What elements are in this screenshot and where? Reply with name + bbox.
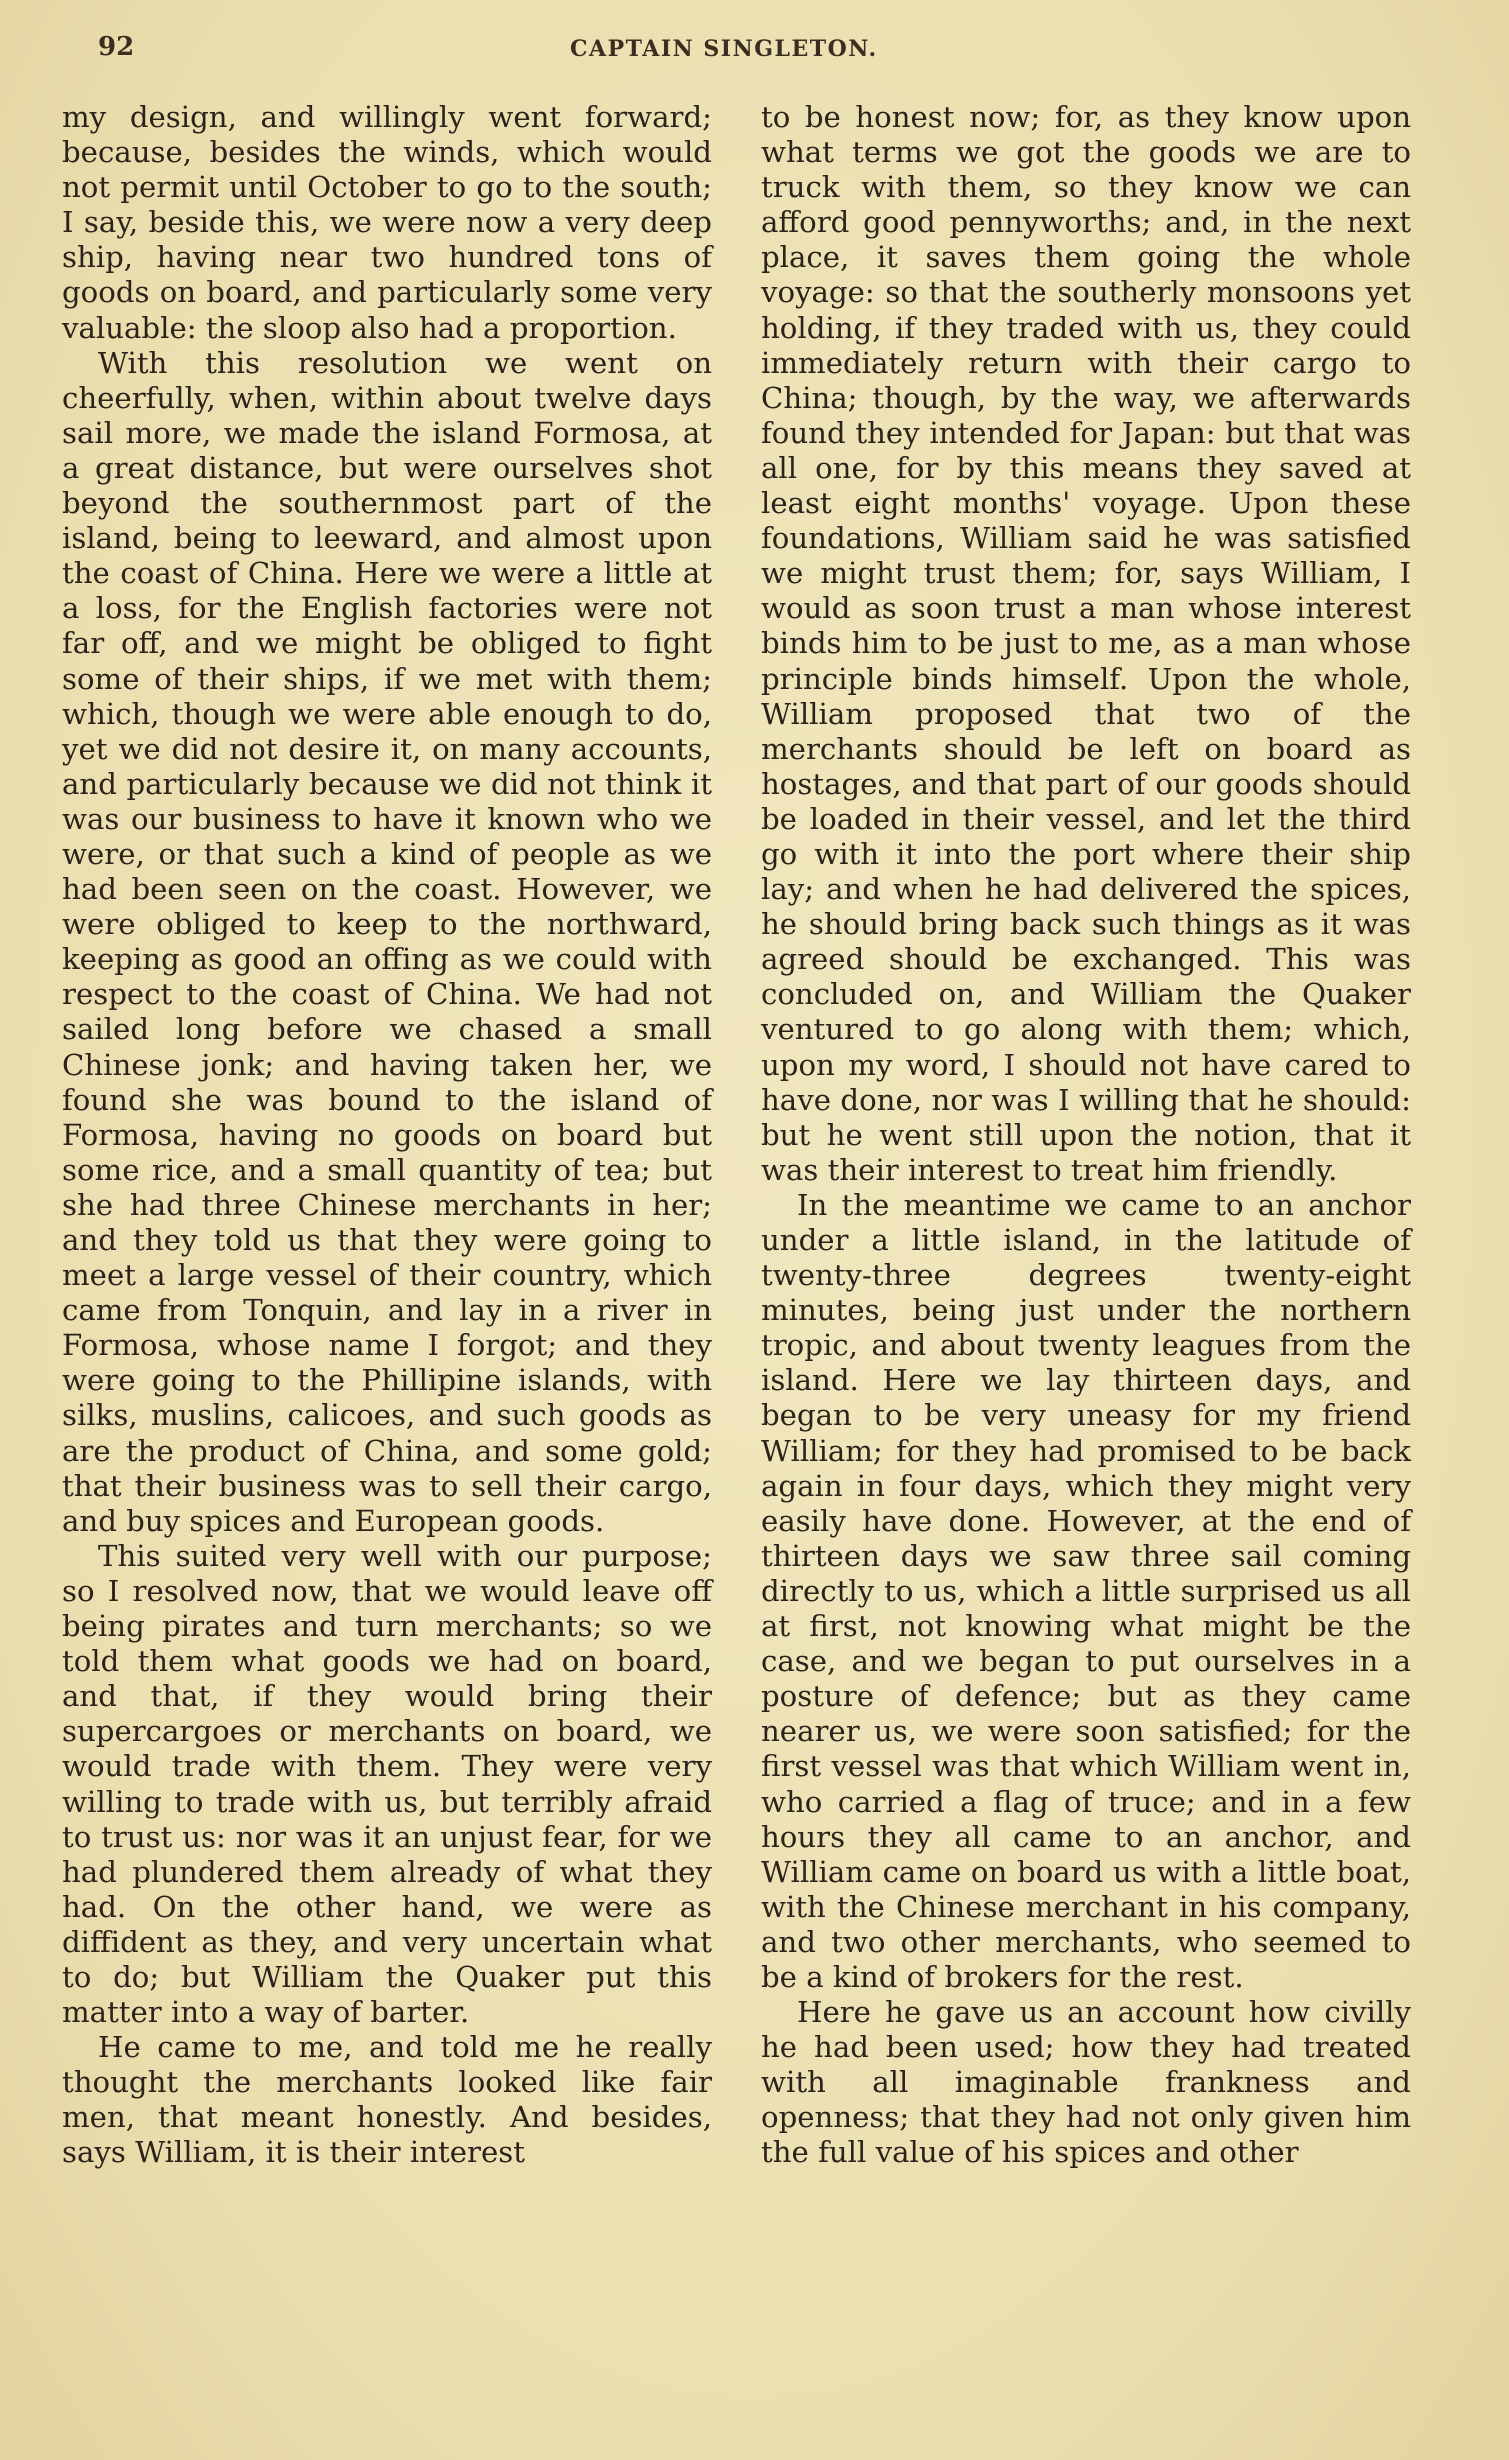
page-number: 92 [98, 32, 135, 62]
paragraph: He came to me, and told me he really thought the merchants looked like fair men, that meant honestly. And besides, says William, it is their interest [62, 2030, 712, 2170]
left-column [62, 100, 712, 2171]
paragraph: to be honest now; for, as they know upon what terms we got the goods we are to truck with them, so they know we can afford good pennyworths; and, in the next place, it saves them going the whole voyage: so that the southerly monsoons yet holding, if they traded with us, they could immediately return with their cargo to China; though, by the way, we afterwards found they intended for Japan: but that was all one, for by this means they saved at least eight months' voyage. Upon these foundations, William said he was satisfied we might trust them; for, says William, I would as soon trust a man whose interest binds him to be just to me, as a man whose principle binds himself. Upon the whole, William proposed that two of the merchants should be left on board as hostages, and that part of our goods should be loaded in their vessel, and let the third go with it into the port where their ship lay; and when he had delivered the spices, he should bring back such things as it was agreed should be exchanged. This was concluded on, and William the Quaker ventured to go along with them; which, upon my word, I should not have cared to have done, nor was I willing that he should: but he went still upon the notion, that it was their interest to treat him friendly. [761, 100, 1411, 1187]
paragraph: my design, and willingly went forward; because, besides the winds, which would not permit until October to go to the south; I say, beside this, we were now a very deep ship, having near two hundred tons of goods on board, and particularly some very valuable: the sloop also had a proportion. [62, 100, 712, 345]
page-header [70, 30, 1430, 70]
paragraph: Here he gave us an account how civilly he had been used; how they had treated with all imaginable frankness and openness; that they had not only given him the full value of his spices and other [761, 1995, 1411, 2170]
paragraph: With this resolution we went on cheerfully, when, within about twelve days sail more, we made the island Formosa, at a great distance, but were ourselves shot beyond the southernmost part of the island, being to leeward, and almost upon the coast of China. Here we were a little at a loss, for the English factories were not far off, and we might be obliged to fight some of their ships, if we met with them; which, though we were able enough to do, yet we did not desire it, on many accounts, and particularly because we did not think it was our business to have it known who we were, or that such a kind of people as we had been seen on the coast. However, we were obliged to keep to the northward, keeping as good an offing as we could with respect to the coast of China. We had not sailed long before we chased a small Chinese jonk; and having taken her, we found she was bound to the island of Formosa, having no goods on board but some rice, and a small quantity of tea; but she had three Chinese merchants in her; and they told us that they were going to meet a large vessel of their country, which came from Tonquin, and lay in a river in Formosa, whose name I forgot; and they were going to the Phillipine islands, with silks, muslins, calicoes, and such goods as are the product of China, and some gold; that their business was to sell their cargo, and buy spices and European goods. [62, 345, 712, 1538]
running-title: CAPTAIN SINGLETON. [570, 36, 878, 62]
paragraph: This suited very well with our purpose; so I resolved now, that we would leave off being pirates and turn merchants; so we told them what goods we had on board, and that, if they would bring their supercargoes or merchants on board, we would trade with them. They were very willing to trade with us, but terribly afraid to trust us: nor was it an unjust fear, for we had plundered them already of what they had. On the other hand, we were as diffident as they, and very uncertain what to do; but William the Quaker put this matter into a way of barter. [62, 1538, 712, 2030]
right-column [761, 100, 1411, 2171]
paragraph: In the meantime we came to an anchor under a little island, in the latitude of twenty-three degrees twenty-eight minutes, being just under the northern tropic, and about twenty leagues from the island. Here we lay thirteen days, and began to be very uneasy for my friend William; for they had promised to be back again in four days, which they might very easily have done. However, at the end of thirteen days we saw three sail coming directly to us, which a little surprised us all at first, not knowing what might be the case, and we began to put ourselves in a posture of defence; but as they came nearer us, we were soon satisfied; for the first vessel was that which William went in, who carried a flag of truce; and in a few hours they all came to an anchor, and William came on board us with a little boat, with the Chinese merchant in his company, and two other merchants, who seemed to be a kind of brokers for the rest. [761, 1187, 1411, 1994]
